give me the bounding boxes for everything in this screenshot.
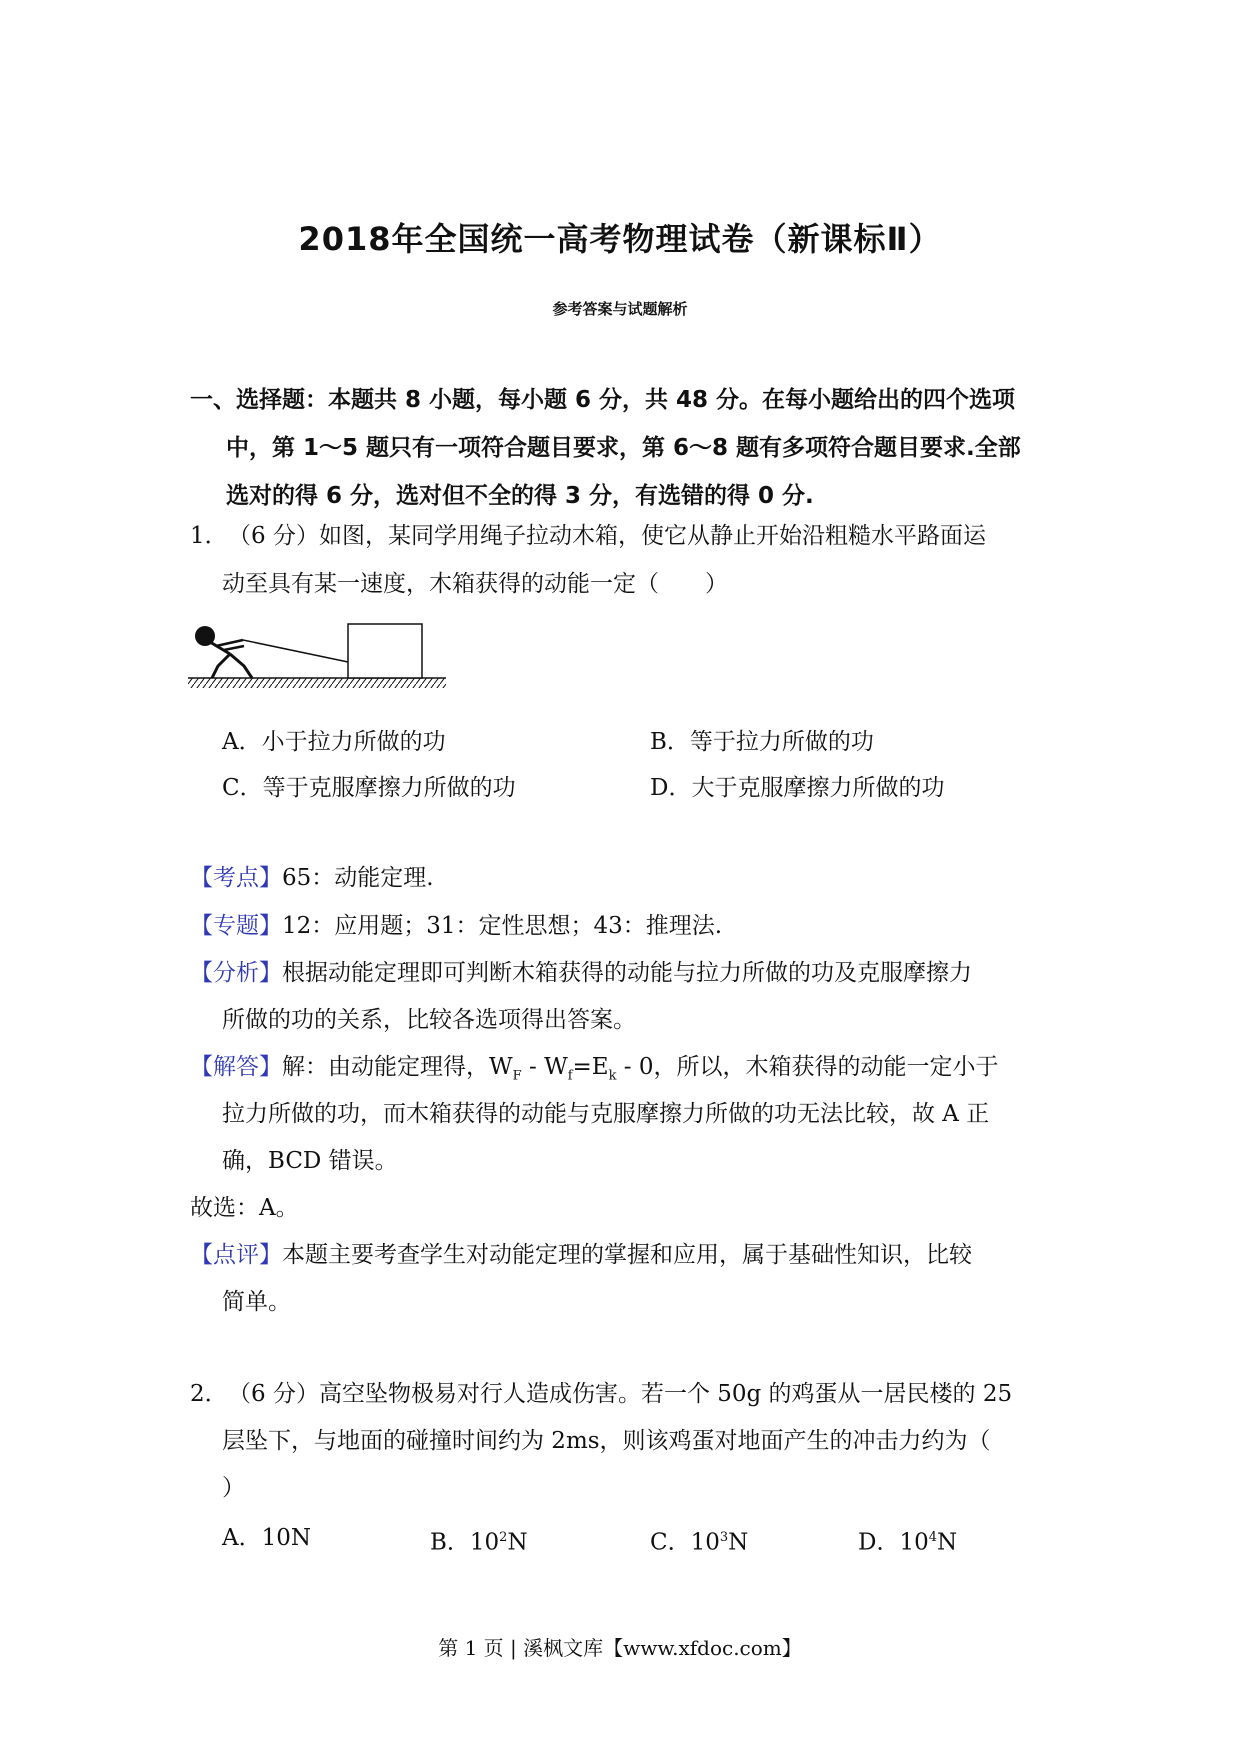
q2-option-d-unit: N [937,1529,958,1556]
q1-option-d: D．大于克服摩擦力所做的功 [650,775,945,801]
q2-option-d-base: D．10 [858,1529,929,1556]
q2-stem-line-1: （6 分）高空坠物极易对行人造成伤害。若一个 50g 的鸡蛋从一居民楼的 25 [228,1381,1013,1407]
q1-dianping [190,1239,972,1271]
fenxi-tag: 【分析】 [190,960,282,986]
q2-option-b-unit: N [507,1529,528,1556]
q2-option-b [430,1522,528,1559]
page-title: 2018年全国统一高考物理试卷（新课标Ⅱ） [298,220,942,258]
q2-option-c-exp: 3 [719,1530,729,1545]
guxuan-text: 故选：A。 [190,1195,299,1221]
fenxi-text-1: 根据动能定理即可判断木箱获得的动能与拉力所做的功及克服摩擦力 [282,960,972,986]
q2-option-c-unit: N [728,1529,749,1556]
section-number: 一、 [190,387,236,413]
dianping-text-2: 简单。 [222,1289,291,1315]
zhuanti-text: 12：应用题；31：定性思想；43：推理法. [282,913,723,939]
q1-stem-line-1: （6 分）如图，某同学用绳子拉动木箱，使它从静止开始沿粗糙水平路面运 [228,523,986,549]
q1-figure-person-pulling-box [188,620,448,692]
q1-jieda [190,1051,999,1093]
q1-fenxi [190,957,972,989]
jieda-text-1c: =E [572,1054,609,1080]
q2-stem-line-3: ） [222,1475,245,1501]
q2-stem-line-2: 层坠下，与地面的碰撞时间约为 2ms，则该鸡蛋对地面产生的冲击力约为（ [222,1428,991,1454]
q1-stem-line-2: 动至具有某一速度，木箱获得的动能一定（ ） [222,571,728,597]
jieda-text-1d: - 0，所以，木箱获得的动能一定小于 [616,1054,999,1080]
person-leg-left [212,654,230,678]
q2-option-d-exp: 4 [928,1530,937,1545]
page-footer: 第 1 页 | 溪枫文库【www.xfdoc.com】 [438,1636,802,1660]
dianping-text-1: 本题主要考查学生对动能定理的掌握和应用，属于基础性知识，比较 [282,1242,972,1268]
q1-zhuanti [190,910,722,942]
q2-option-c [650,1522,748,1559]
jieda-text-3: 确，BCD 错误。 [222,1148,398,1174]
kaodian-tag: 【考点】 [190,865,282,891]
q2-option-a: A．10N [222,1525,312,1551]
q2-option-b-base: B．10 [430,1529,500,1556]
jieda-text-1b: - W [521,1054,568,1080]
person-leg-right [230,654,252,678]
q1-number: 1． [190,523,228,549]
ground-hatch [188,678,446,688]
q2-option-c-base: C．10 [650,1529,720,1556]
q2-option-d [858,1522,957,1559]
wooden-box [348,624,422,678]
q1-kaodian [190,862,434,894]
section-line-2: 中，第 1～5 题只有一项符合题目要求，第 6～8 题有多项符合题目要求.全部 [226,435,1021,461]
kaodian-text: 65：动能定理. [282,865,434,891]
sub-f: f [567,1068,573,1084]
jieda-text-1a: 解：由动能定理得，W [282,1054,513,1080]
fenxi-text-2: 所做的功的关系，比较各选项得出答案。 [222,1007,636,1033]
jieda-text-2: 拉力所做的功，而木箱获得的动能与克服摩擦力所做的功无法比较，故 A 正 [222,1101,990,1127]
rope [243,640,348,662]
zhuanti-tag: 【专题】 [190,913,282,939]
dianping-tag: 【点评】 [190,1242,282,1268]
section-line-1: 选择题：本题共 8 小题，每小题 6 分，共 48 分。在每小题给出的四个选项 [236,387,1016,413]
person-arm [216,640,243,646]
q2-option-b-exp: 2 [499,1530,508,1545]
q1-option-b: B．等于拉力所做的功 [650,729,874,755]
q2-number: 2． [190,1381,228,1407]
section-heading [190,376,1060,520]
sub-F: F [512,1068,522,1084]
jieda-tag: 【解答】 [190,1054,282,1080]
q1-option-a: A．小于拉力所做的功 [222,729,446,755]
person-arm-2 [224,646,244,650]
section-line-3: 选对的得 6 分，选对但不全的得 3 分，有选错的得 0 分. [226,483,814,509]
page-subtitle: 参考答案与试题解析 [552,300,688,318]
sub-k: k [608,1068,617,1084]
q1-option-c: C．等于克服摩擦力所做的功 [222,775,516,801]
